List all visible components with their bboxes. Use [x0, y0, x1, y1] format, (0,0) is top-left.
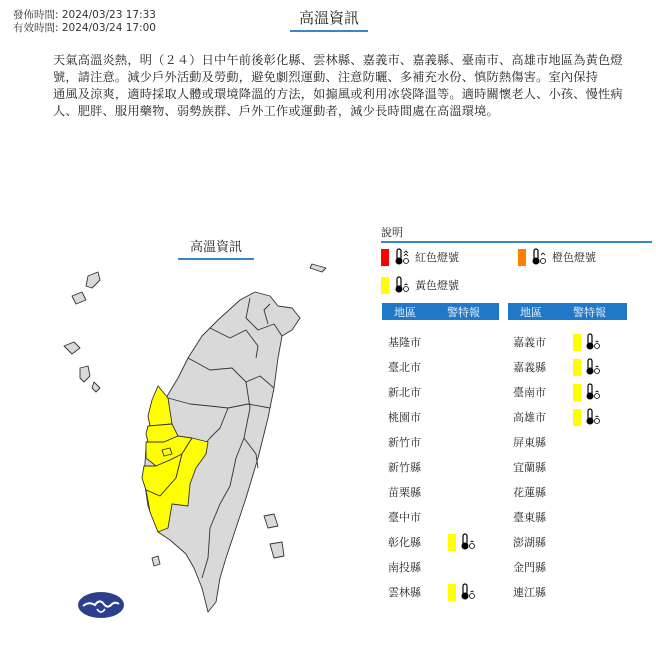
- table-row: [513, 407, 573, 427]
- yellow-alert-chiayi-county: [573, 357, 602, 377]
- taiwan-map: [60, 258, 350, 638]
- yellow-alert-chiayi-city: [573, 332, 602, 352]
- issued-time: 發佈時間: 2024/03/23 17:33: [13, 9, 156, 21]
- thermometer-icon: [393, 248, 411, 266]
- region-name: 新竹縣: [388, 461, 421, 474]
- region-name: 彰化縣: [388, 536, 421, 549]
- column-region: 地區: [394, 306, 416, 319]
- legend-label: 黃色燈號: [415, 279, 459, 292]
- table-row: [513, 532, 573, 552]
- table-row: [388, 582, 448, 602]
- cwa-logo: [77, 591, 125, 619]
- time-info: [13, 9, 156, 35]
- yellow-bar: [448, 584, 456, 601]
- region-name: 屏東縣: [513, 436, 546, 449]
- table-header-left: [382, 303, 499, 320]
- yellow-swatch: [381, 277, 389, 294]
- thermometer-icon: [584, 333, 602, 351]
- region-name: 金門縣: [513, 561, 546, 574]
- legend-red: [381, 248, 459, 266]
- thermometer-icon: [584, 408, 602, 426]
- table-row: [513, 582, 573, 602]
- region-name: 新竹市: [388, 436, 421, 449]
- page-title: 高溫資訊: [290, 8, 368, 32]
- column-alert: 警特報: [447, 306, 480, 319]
- thermometer-icon: [393, 276, 411, 294]
- region-name: 臺南市: [513, 386, 546, 399]
- region-name: 新北市: [388, 386, 421, 399]
- thermometer-icon: [459, 533, 477, 551]
- map-region-changhua: [148, 386, 172, 426]
- yellow-bar: [448, 534, 456, 551]
- description-line: 通風及涼爽，適時採取人體或環境降溫的方法，如搧風或利用冰袋降溫等。適時關懷老人、小孩、慢性病: [53, 87, 623, 101]
- table-row: [513, 507, 573, 527]
- table-row: [388, 557, 448, 577]
- table-header-right: [508, 303, 627, 320]
- region-name: 澎湖縣: [513, 536, 546, 549]
- region-name: 臺東縣: [513, 511, 546, 524]
- map-island-matsu: [72, 272, 100, 304]
- description-line: 天氣高溫炎熱，明（２４）日中午前後彰化縣、雲林縣、嘉義市、嘉義縣、臺南市、高雄市地區為黃色燈: [53, 53, 623, 67]
- legend-title: 說明: [381, 226, 652, 243]
- table-row: [388, 532, 448, 552]
- table-row: [388, 507, 448, 527]
- column-region: 地區: [520, 306, 542, 319]
- table-row: [513, 432, 573, 452]
- map-island-liuqiu: [152, 556, 160, 566]
- thermometer-icon: [584, 358, 602, 376]
- legend-orange: [518, 248, 596, 266]
- table-row: [388, 432, 448, 452]
- legend-label: 橙色燈號: [552, 251, 596, 264]
- region-name: 連江縣: [513, 586, 546, 599]
- yellow-alert-yunlin: [448, 582, 477, 602]
- map-island-kinmen: [64, 342, 80, 354]
- region-name: 宜蘭縣: [513, 461, 546, 474]
- map-island-greenisland: [264, 514, 278, 528]
- region-name: 桃園市: [388, 411, 421, 424]
- map-island-penghu: [80, 366, 100, 392]
- yellow-bar: [573, 409, 581, 426]
- region-name: 嘉義市: [513, 336, 546, 349]
- legend-label: 紅色燈號: [415, 251, 459, 264]
- map-region-chiayi-city: [162, 448, 172, 456]
- yellow-alert-tainan: [573, 382, 602, 402]
- region-name: 基隆市: [388, 336, 421, 349]
- region-name: 雲林縣: [388, 586, 421, 599]
- table-row: [513, 332, 573, 352]
- region-name: 臺北市: [388, 361, 421, 374]
- yellow-bar: [573, 334, 581, 351]
- region-name: 嘉義縣: [513, 361, 546, 374]
- region-name: 南投縣: [388, 561, 421, 574]
- map-title: 高溫資訊: [178, 239, 254, 260]
- column-alert: 警特報: [573, 306, 606, 319]
- region-name: 花蓮縣: [513, 486, 546, 499]
- map-island-pengjia: [310, 264, 326, 272]
- region-name: 苗栗縣: [388, 486, 421, 499]
- table-row: [388, 382, 448, 402]
- orange-swatch: [518, 249, 526, 266]
- yellow-bar: [573, 384, 581, 401]
- legend-yellow: [381, 276, 459, 294]
- table-row: [388, 332, 448, 352]
- description-line: 人、肥胖、服用藥物、弱勢族群、戶外工作或運動者，減少長時間處在高溫環境。: [53, 104, 499, 118]
- table-row: [513, 457, 573, 477]
- table-row: [513, 557, 573, 577]
- yellow-bar: [573, 359, 581, 376]
- table-row: [513, 382, 573, 402]
- region-name: 臺中市: [388, 511, 421, 524]
- map-island-lanyu: [270, 542, 284, 558]
- table-row: [513, 482, 573, 502]
- table-row: [513, 357, 573, 377]
- red-swatch: [381, 249, 389, 266]
- region-name: 高雄市: [513, 411, 546, 424]
- thermometer-icon: [459, 583, 477, 601]
- yellow-alert-kaohsiung: [573, 407, 602, 427]
- table-row: [388, 482, 448, 502]
- thermometer-icon: [530, 248, 548, 266]
- description: [53, 52, 623, 120]
- table-row: [388, 407, 448, 427]
- yellow-alert-changhua: [448, 532, 477, 552]
- description-line: 號，請注意。減少戶外活動及勞動，避免劇烈運動、注意防曬、多補充水份、慎防熱傷害。室內保持: [53, 70, 599, 84]
- valid-time: 有效時間: 2024/03/24 17:00: [13, 22, 156, 34]
- table-row: [388, 357, 448, 377]
- table-row: [388, 457, 448, 477]
- thermometer-icon: [584, 383, 602, 401]
